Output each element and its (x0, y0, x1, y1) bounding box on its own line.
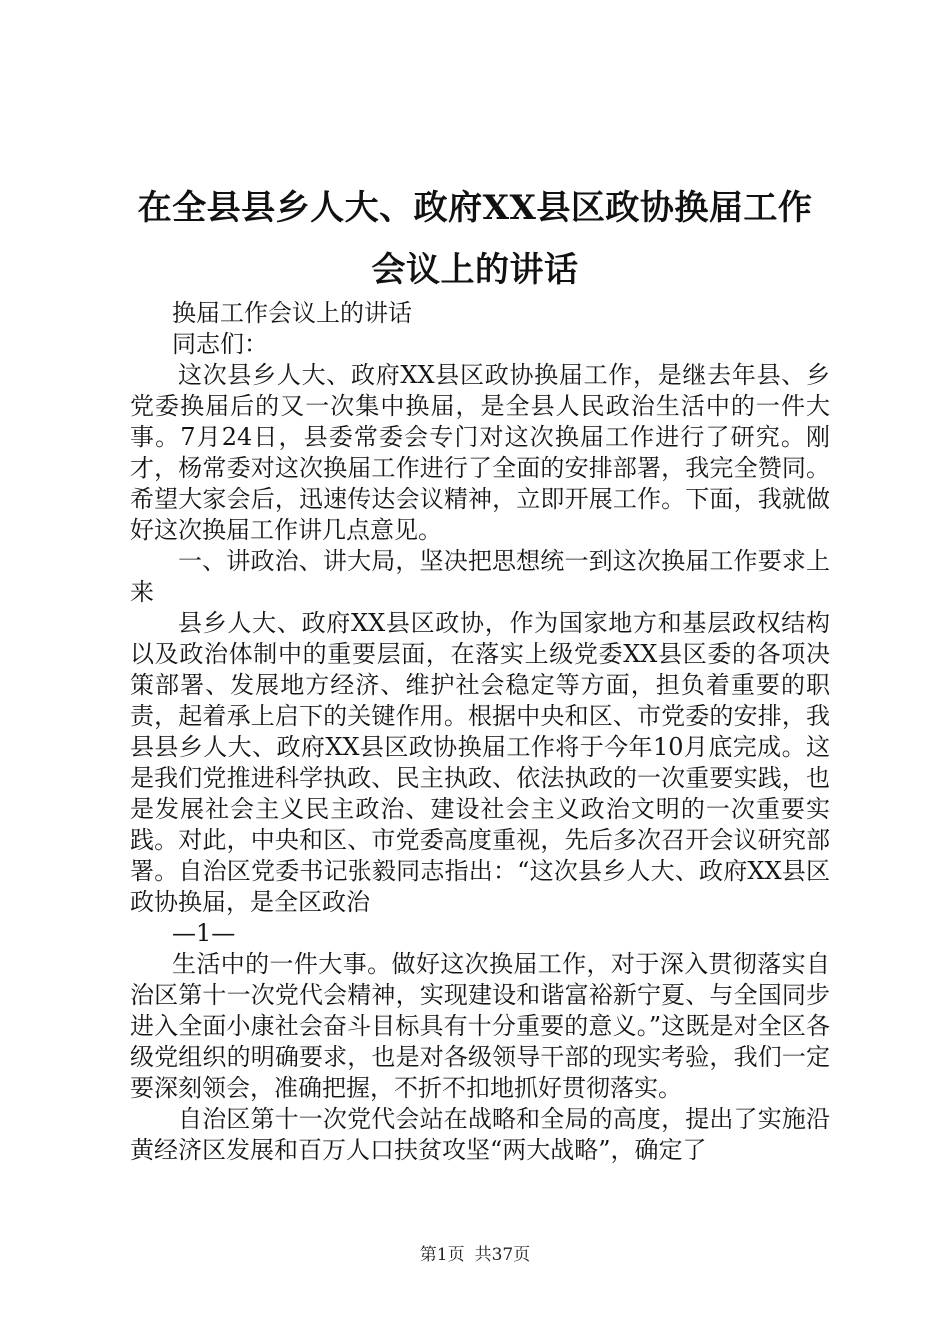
document-title-line-1: 在全县县乡人大、政府XX县区政协换届工作 (137, 188, 813, 228)
inline-page-marker: —1— (172, 919, 236, 947)
page-total: 共37页 (474, 1245, 531, 1265)
page-number: 第1页 (419, 1245, 465, 1265)
document-title-line-2: 会议上的讲话 (371, 250, 579, 290)
salutation-paragraph: 同志们： (172, 330, 268, 358)
subtitle-paragraph: 换届工作会议上的讲话 (172, 299, 412, 327)
document-body (130, 298, 830, 1166)
section-heading: 一、讲政治、讲大局，坚决把思想统一到这次换届工作要求上来 (130, 547, 830, 606)
body-paragraph: 生活中的一件大事。做好这次换届工作，对于深入贯彻落实自治区第十一次党代会精神，实现建设和谐富裕新宁夏、与全国同步进入全面小康社会奋斗目标具有十分重要的意义。”这既是对全区各级党组织的明确要求，也是对各级领导干部的现实考验，我们一定要深刻领会，准确把握，不折不扣地抓好贯彻落实。 (130, 950, 830, 1102)
body-paragraph: 自治区第十一次党代会站在战略和全局的高度，提出了实施沿黄经济区发展和百万人口扶贫攻坚“两大战略”，确定了 (130, 1105, 830, 1164)
body-paragraph: 县乡人大、政府XX县区政协，作为国家地方和基层政权结构以及政治体制中的重要层面，在落实上级党委XX县区委的各项决策部署、发展地方经济、维护社会稳定等方面，担负着重要的职责，起着承上启下的关键作用。根据中央和区、市党委的安排，我县县乡人大、政府XX县区政协换届工作将于今年10月底完成。这是我们党推进科学执政、民主执政、依法执政的一次重要实践，也是发展社会主义民主政治、建设社会主义政治文明的一次重要实践。对此，中央和区、市党委高度重视，先后多次召开会议研究部署。自治区党委书记张毅同志指出：“这次县乡人大、政府XX县区政协换届，是全区政治 (130, 609, 830, 916)
body-paragraph: 这次县乡人大、政府XX县区政协换届工作，是继去年县、乡党委换届后的又一次集中换届，是全县人民政治生活中的一件大事。7月24日，县委常委会专门对这次换届工作进行了研究。刚才，杨常委对这次换届工作进行了全面的安排部署，我完全赞同。希望大家会后，迅速传达会议精神，立即开展工作。下面，我就做好这次换届工作讲几点意见。 (130, 361, 830, 544)
page-footer (0, 1244, 950, 1266)
